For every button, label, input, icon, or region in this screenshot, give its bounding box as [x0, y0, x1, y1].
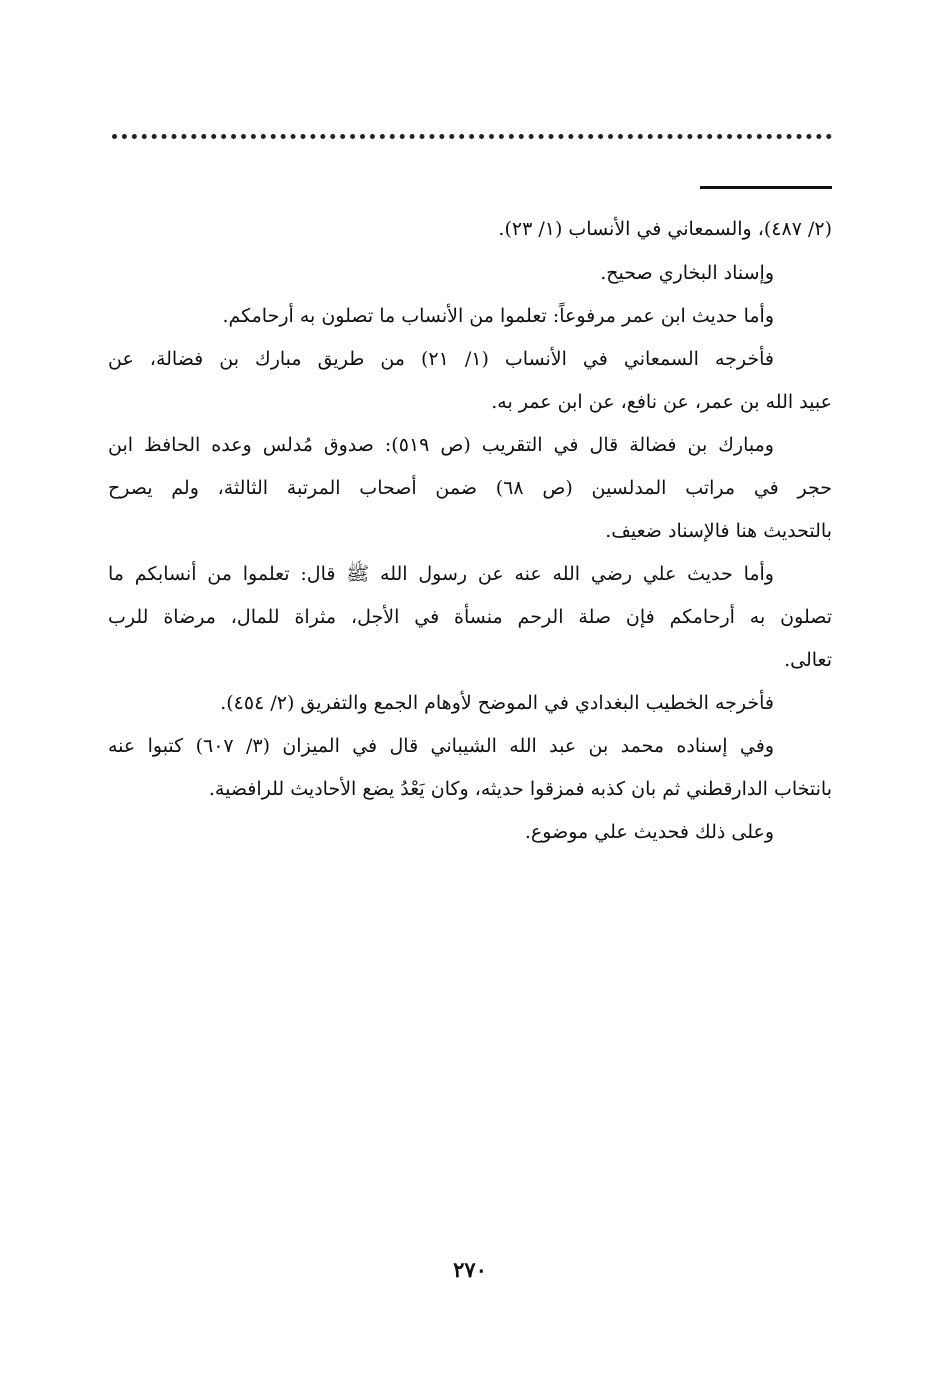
text-line: وأما حديث علي رضي الله عنه عن رسول الله ﷺ قال: تعلموا من أنسابكم ما — [108, 563, 774, 585]
text-line: بالتحديث هنا فالإسناد ضعيف. — [605, 520, 832, 542]
text-line: وعلى ذلك فحديث علي موضوع. — [524, 821, 774, 843]
text-line: فأخرجه الخطيب البغدادي في الموضح لأوهام الجمع والتفريق (٢/ ٤٥٤). — [220, 692, 774, 714]
text-line: ومبارك بن فضالة قال في التقريب (ص ٥١٩): صدوق مُدلس وعده الحافظ ابن — [108, 434, 774, 456]
text-line: (٢/ ٤٨٧)، والسمعاني في الأنساب (١/ ٢٣). — [498, 218, 832, 240]
text-line: وفي إسناده محمد بن عبد الله الشيباني قال في الميزان (٣/ ٦٠٧) كتبوا عنه — [108, 735, 774, 757]
text-line: تعالى. — [784, 649, 832, 671]
text-line: بانتخاب الدارقطني ثم بان كذبه فمزقوا حديثه، وكان يَعْدُ يضع الأحاديث للرافضية. — [208, 778, 832, 800]
text-line: حجر في مراتب المدلسين (ص ٦٨) ضمن أصحاب المرتبة الثالثة، ولم يصرح — [108, 477, 832, 499]
text-line: وإسناد البخاري صحيح. — [600, 262, 774, 284]
text-line: عبيد الله بن عمر، عن نافع، عن ابن عمر به. — [491, 391, 832, 413]
text-line: وأما حديث ابن عمر مرفوعاً: تعلموا من الأنساب ما تصلون به أرحامكم. — [222, 305, 774, 327]
page-number: ٢٧٠ — [453, 1257, 487, 1282]
text-line: تصلون به أرحامكم فإن صلة الرحم منسأة في الأجل، مثراة للمال، مرضاة للرب — [108, 606, 832, 628]
text-line: فأخرجه السمعاني في الأنساب (١/ ٢١) من طريق مبارك بن فضالة، عن — [108, 348, 774, 370]
